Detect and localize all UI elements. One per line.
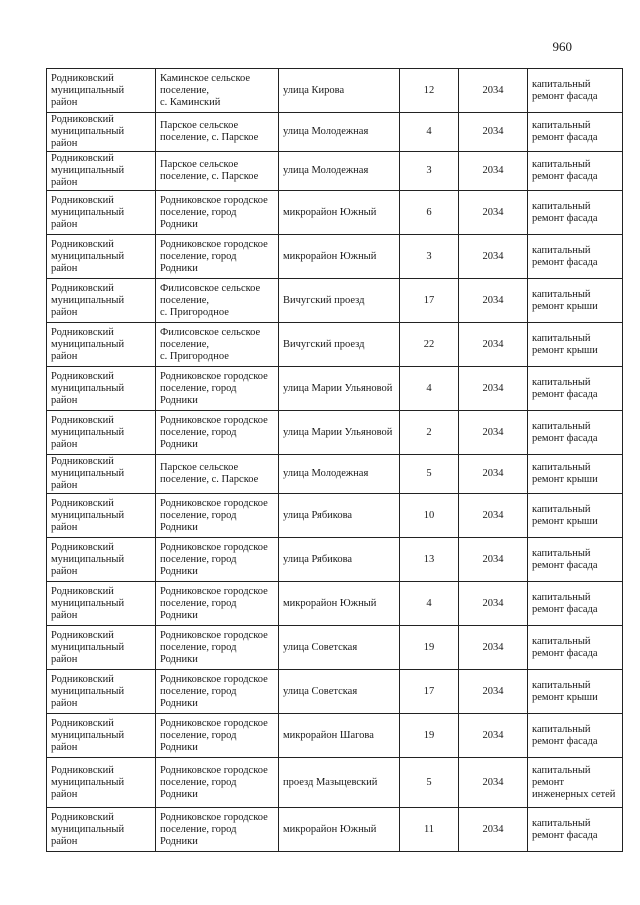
district-cell-text: Родниковский муниципальный район	[51, 811, 125, 847]
street-cell-text: улица Советская	[283, 685, 358, 697]
settlement-cell-text: Родниковское городское поселение, город Родники	[160, 370, 268, 406]
house-number-cell-text: 3	[426, 165, 432, 176]
table-row	[47, 191, 623, 235]
year-cell-text: 2034	[482, 206, 504, 218]
district-cell-text: Родниковский муниципальный район	[51, 585, 125, 621]
table-row	[47, 494, 623, 538]
year-cell	[459, 494, 528, 538]
year-cell-text: 2034	[482, 597, 504, 609]
table-row	[47, 69, 623, 113]
district-cell	[47, 323, 156, 367]
house-number-cell	[400, 714, 459, 758]
year-cell	[459, 714, 528, 758]
work-type-cell	[528, 538, 623, 582]
work-type-cell-text: капитальный ремонт фасада	[532, 244, 598, 268]
work-type-cell-text: капитальный ремонт фасада	[532, 817, 598, 841]
house-number-cell	[400, 758, 459, 808]
district-cell	[47, 670, 156, 714]
street-cell	[279, 279, 400, 323]
house-number-cell	[400, 113, 459, 152]
district-cell-text: Родниковский муниципальный район	[51, 717, 125, 753]
house-number-cell	[400, 411, 459, 455]
street-cell	[279, 808, 400, 852]
street-cell	[279, 323, 400, 367]
street-cell-text: улица Рябикова	[283, 553, 353, 565]
settlement-cell-text: Родниковское городское поселение, город Родники	[160, 811, 268, 847]
district-cell-text: Родниковский муниципальный район	[51, 456, 125, 491]
street-cell	[279, 69, 400, 113]
house-number-cell	[400, 235, 459, 279]
settlement-cell	[156, 367, 279, 411]
year-cell	[459, 367, 528, 411]
district-cell-text: Родниковский муниципальный район	[51, 114, 125, 149]
settlement-cell	[156, 670, 279, 714]
work-type-cell-text: капитальный ремонт фасада	[532, 723, 598, 747]
district-cell	[47, 235, 156, 279]
street-cell-text: микрорайон Южный	[283, 206, 377, 218]
work-type-cell-text: капитальный ремонт фасада	[532, 635, 598, 659]
street-cell-text: микрорайон Южный	[283, 597, 377, 609]
work-type-cell	[528, 714, 623, 758]
district-cell	[47, 758, 156, 808]
year-cell-text: 2034	[482, 729, 504, 741]
work-type-cell-text: капитальный ремонт фасада	[532, 376, 598, 400]
year-cell-text: 2034	[482, 250, 504, 262]
table-row	[47, 808, 623, 852]
street-cell-text: улица Марии Ульяновой	[283, 382, 393, 394]
street-cell	[279, 582, 400, 626]
house-number-cell	[400, 538, 459, 582]
work-type-cell-text: капитальный ремонт фасада	[532, 120, 598, 143]
work-type-cell-text: капитальный ремонт фасада	[532, 159, 598, 182]
settlement-cell	[156, 279, 279, 323]
year-cell-text: 2034	[482, 338, 504, 350]
district-cell	[47, 279, 156, 323]
work-type-cell	[528, 808, 623, 852]
house-number-cell-text: 12	[423, 84, 435, 96]
district-cell	[47, 191, 156, 235]
table-row	[47, 367, 623, 411]
district-cell	[47, 69, 156, 113]
work-type-cell	[528, 235, 623, 279]
settlement-cell	[156, 323, 279, 367]
year-cell-text: 2034	[482, 426, 504, 438]
street-cell-text: улица Рябикова	[283, 509, 353, 521]
settlement-cell	[156, 538, 279, 582]
street-cell-text: улица Марии Ульяновой	[283, 426, 393, 438]
street-cell	[279, 367, 400, 411]
page-number: 960	[552, 39, 572, 54]
work-type-cell-text: капитальный ремонт фасада	[532, 200, 598, 224]
settlement-cell-text: Филисовское сельское поселение, с. Пригородное	[160, 326, 261, 362]
house-number-cell	[400, 626, 459, 670]
house-number-cell-text: 10	[423, 509, 435, 521]
district-cell-text: Родниковский муниципальный район	[51, 72, 125, 108]
district-cell-text: Родниковский муниципальный район	[51, 541, 125, 577]
district-cell	[47, 152, 156, 191]
work-type-cell-text: капитальный ремонт фасада	[532, 78, 598, 102]
district-cell-text: Родниковский муниципальный район	[51, 370, 125, 406]
year-cell	[459, 455, 528, 494]
settlement-cell-text: Родниковское городское поселение, город Родники	[160, 629, 268, 665]
street-cell	[279, 455, 400, 494]
house-number-cell	[400, 670, 459, 714]
street-cell-text: Вичугский проезд	[283, 294, 365, 306]
work-type-cell-text: капитальный ремонт крыши	[532, 462, 598, 485]
work-type-cell	[528, 191, 623, 235]
house-number-cell	[400, 279, 459, 323]
house-number-cell-text: 19	[423, 729, 435, 741]
district-cell-text: Родниковский муниципальный район	[51, 414, 125, 450]
work-type-cell-text: капитальный ремонт крыши	[532, 679, 598, 703]
work-type-cell-text: капитальный ремонт фасада	[532, 547, 598, 571]
district-cell	[47, 367, 156, 411]
street-cell	[279, 714, 400, 758]
work-type-cell	[528, 279, 623, 323]
district-cell	[47, 582, 156, 626]
settlement-cell-text: Родниковское городское поселение, город Родники	[160, 238, 268, 274]
table-row	[47, 582, 623, 626]
year-cell-text: 2034	[482, 553, 504, 565]
street-cell-text: Вичугский проезд	[283, 338, 365, 350]
house-number-cell-text: 4	[426, 382, 432, 394]
district-cell	[47, 455, 156, 494]
year-cell	[459, 582, 528, 626]
settlement-cell	[156, 411, 279, 455]
settlement-cell	[156, 494, 279, 538]
table-row	[47, 626, 623, 670]
settlement-cell-text: Родниковское городское поселение, город Родники	[160, 585, 268, 621]
year-cell-text: 2034	[482, 382, 504, 394]
table-row	[47, 670, 623, 714]
settlement-cell	[156, 808, 279, 852]
street-cell	[279, 538, 400, 582]
street-cell-text: улица Советская	[283, 641, 358, 653]
district-cell	[47, 714, 156, 758]
house-number-cell	[400, 152, 459, 191]
work-type-cell-text: капитальный ремонт крыши	[532, 332, 598, 356]
year-cell-text: 2034	[482, 84, 504, 96]
work-type-cell-text: капитальный ремонт крыши	[532, 503, 598, 527]
year-cell	[459, 152, 528, 191]
settlement-cell-text: Каминское сельское поселение, с. Каминский	[160, 72, 251, 108]
district-cell-text: Родниковский муниципальный район	[51, 673, 125, 709]
house-number-cell	[400, 367, 459, 411]
table-row	[47, 714, 623, 758]
work-type-cell-text: капитальный ремонт фасада	[532, 420, 598, 444]
year-cell-text: 2034	[482, 165, 504, 176]
street-cell	[279, 411, 400, 455]
year-cell-text: 2034	[482, 685, 504, 697]
house-number-cell	[400, 455, 459, 494]
street-cell-text: улица Молодежная	[283, 468, 369, 479]
table-row	[47, 235, 623, 279]
year-cell	[459, 758, 528, 808]
work-type-cell	[528, 494, 623, 538]
street-cell	[279, 152, 400, 191]
street-cell	[279, 670, 400, 714]
year-cell	[459, 538, 528, 582]
work-type-cell-text: капитальный ремонт фасада	[532, 591, 598, 615]
house-number-cell-text: 11	[423, 823, 435, 835]
year-cell	[459, 69, 528, 113]
work-type-cell	[528, 152, 623, 191]
settlement-cell-text: Родниковское городское поселение, город Родники	[160, 414, 268, 450]
work-type-cell	[528, 758, 623, 808]
street-cell	[279, 235, 400, 279]
district-cell	[47, 626, 156, 670]
house-number-cell-text: 4	[426, 126, 432, 137]
house-number-cell	[400, 69, 459, 113]
work-type-cell	[528, 113, 623, 152]
settlement-cell-text: Родниковское городское поселение, город Родники	[160, 717, 268, 753]
street-cell-text: микрорайон Шагова	[283, 729, 374, 741]
table-row	[47, 323, 623, 367]
table-row	[47, 455, 623, 494]
settlement-cell-text: Родниковское городское поселение, город Родники	[160, 764, 268, 800]
year-cell-text: 2034	[482, 126, 504, 137]
table-row	[47, 152, 623, 191]
year-cell-text: 2034	[482, 468, 504, 479]
work-type-cell	[528, 670, 623, 714]
house-number-cell-text: 5	[426, 468, 432, 479]
district-cell	[47, 808, 156, 852]
settlement-cell	[156, 455, 279, 494]
settlement-cell-text: Парское сельское поселение, с. Парское	[160, 462, 259, 485]
settlement-cell-text: Парское сельское поселение, с. Парское	[160, 120, 259, 143]
table-row	[47, 279, 623, 323]
house-number-cell-text: 5	[426, 776, 432, 788]
year-cell-text: 2034	[482, 776, 504, 788]
settlement-cell	[156, 113, 279, 152]
year-cell	[459, 626, 528, 670]
table-row	[47, 411, 623, 455]
work-type-cell	[528, 367, 623, 411]
house-number-cell	[400, 808, 459, 852]
work-type-cell-text: капитальный ремонт инженерных сетей	[532, 764, 616, 800]
street-cell	[279, 758, 400, 808]
house-number-cell-text: 22	[423, 338, 435, 350]
district-cell-text: Родниковский муниципальный район	[51, 497, 125, 533]
table-row	[47, 758, 623, 808]
year-cell	[459, 191, 528, 235]
repair-schedule-table	[46, 68, 623, 852]
house-number-cell-text: 2	[426, 426, 432, 438]
year-cell-text: 2034	[482, 294, 504, 306]
district-cell-text: Родниковский муниципальный район	[51, 153, 125, 188]
district-cell	[47, 113, 156, 152]
work-type-cell	[528, 69, 623, 113]
district-cell-text: Родниковский муниципальный район	[51, 238, 125, 274]
district-cell	[47, 411, 156, 455]
work-type-cell	[528, 411, 623, 455]
year-cell	[459, 411, 528, 455]
settlement-cell-text: Филисовское сельское поселение, с. Пригородное	[160, 282, 261, 318]
district-cell-text: Родниковский муниципальный район	[51, 764, 125, 800]
house-number-cell-text: 19	[423, 641, 435, 653]
settlement-cell	[156, 191, 279, 235]
house-number-cell-text: 6	[426, 206, 432, 218]
district-cell-text: Родниковский муниципальный район	[51, 194, 125, 230]
house-number-cell-text: 4	[426, 597, 432, 609]
work-type-cell	[528, 323, 623, 367]
street-cell	[279, 113, 400, 152]
year-cell-text: 2034	[482, 641, 504, 653]
settlement-cell	[156, 714, 279, 758]
street-cell-text: улица Молодежная	[283, 126, 369, 137]
year-cell	[459, 670, 528, 714]
house-number-cell-text: 17	[423, 294, 435, 306]
district-cell-text: Родниковский муниципальный район	[51, 282, 125, 318]
settlement-cell	[156, 69, 279, 113]
settlement-cell-text: Родниковское городское поселение, город Родники	[160, 673, 268, 709]
settlement-cell	[156, 626, 279, 670]
table-row	[47, 538, 623, 582]
year-cell-text: 2034	[482, 509, 504, 521]
house-number-cell	[400, 582, 459, 626]
house-number-cell	[400, 191, 459, 235]
street-cell-text: микрорайон Южный	[283, 250, 377, 262]
street-cell	[279, 494, 400, 538]
house-number-cell-text: 3	[426, 250, 432, 262]
settlement-cell-text: Парское сельское поселение, с. Парское	[160, 159, 259, 182]
work-type-cell-text: капитальный ремонт крыши	[532, 288, 598, 312]
settlement-cell	[156, 152, 279, 191]
year-cell	[459, 235, 528, 279]
settlement-cell-text: Родниковское городское поселение, город Родники	[160, 497, 268, 533]
work-type-cell	[528, 626, 623, 670]
street-cell-text: улица Кирова	[283, 84, 345, 96]
work-type-cell	[528, 582, 623, 626]
table-body	[47, 69, 623, 852]
district-cell-text: Родниковский муниципальный район	[51, 326, 125, 362]
house-number-cell-text: 17	[423, 685, 435, 697]
house-number-cell-text: 13	[423, 553, 435, 565]
street-cell	[279, 626, 400, 670]
year-cell	[459, 279, 528, 323]
street-cell-text: микрорайон Южный	[283, 823, 377, 835]
street-cell-text: улица Молодежная	[283, 165, 369, 176]
house-number-cell	[400, 494, 459, 538]
settlement-cell-text: Родниковское городское поселение, город Родники	[160, 194, 268, 230]
year-cell	[459, 808, 528, 852]
year-cell	[459, 323, 528, 367]
work-type-cell	[528, 455, 623, 494]
settlement-cell-text: Родниковское городское поселение, город Родники	[160, 541, 268, 577]
house-number-cell	[400, 323, 459, 367]
district-cell-text: Родниковский муниципальный район	[51, 629, 125, 665]
settlement-cell	[156, 758, 279, 808]
year-cell	[459, 113, 528, 152]
street-cell-text: проезд Мазыцевский	[283, 776, 378, 788]
district-cell	[47, 494, 156, 538]
settlement-cell	[156, 235, 279, 279]
street-cell	[279, 191, 400, 235]
settlement-cell	[156, 582, 279, 626]
table-row	[47, 113, 623, 152]
district-cell	[47, 538, 156, 582]
year-cell-text: 2034	[482, 823, 504, 835]
